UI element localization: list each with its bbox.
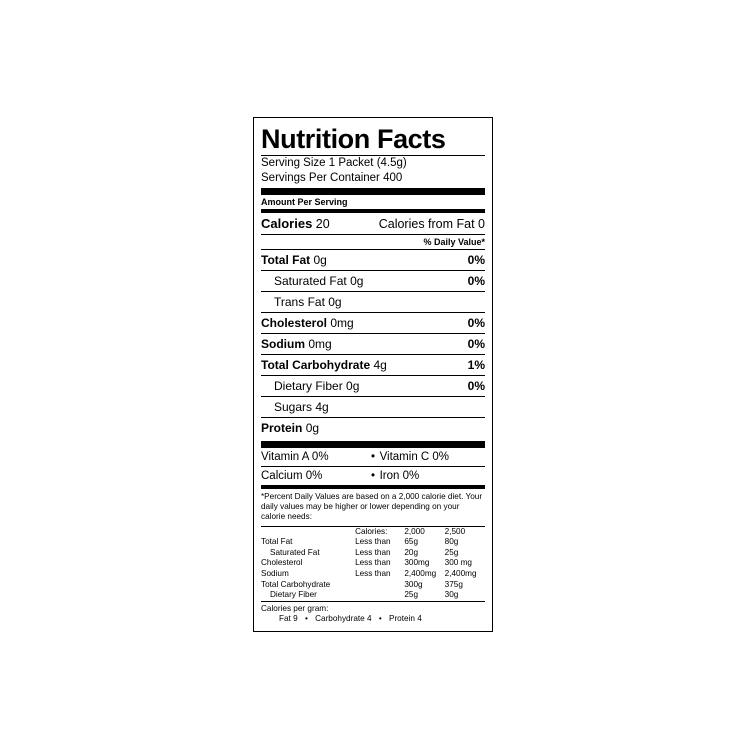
nutrient-amount: 0g <box>350 274 364 288</box>
nutrient-row <box>261 249 485 270</box>
dv-qualifier <box>355 580 404 591</box>
bullet-icon: • <box>370 451 375 463</box>
dv-name: Saturated Fat <box>270 547 320 557</box>
calories-per-gram-values <box>261 614 485 625</box>
table-header-row <box>261 526 485 537</box>
nutrient-name: Protein <box>261 421 303 435</box>
dv-name: Cholesterol <box>261 558 303 568</box>
nutrient-dv: 0% <box>467 274 485 288</box>
calories-left <box>261 216 330 231</box>
nutrient-name-group <box>261 337 332 351</box>
dv-name: Total Carbohydrate <box>261 579 331 589</box>
nutrient-name-group <box>261 274 363 288</box>
dv-header-2500: 2,500 <box>444 526 466 536</box>
nutrient-dv: 0% <box>467 253 485 267</box>
dv-header-2000: 2,000 <box>404 526 425 536</box>
calories-value: 20 <box>315 217 330 231</box>
dv-2500: 25g <box>444 547 459 557</box>
nutrient-amount: 0g <box>313 253 327 267</box>
label-title: Nutrition Facts <box>261 124 446 154</box>
nutrient-row <box>261 291 485 312</box>
table-row <box>261 580 485 591</box>
nutrient-row <box>261 375 485 396</box>
nutrient-dv: 1% <box>467 358 485 372</box>
dv-2000: 65g <box>404 537 419 547</box>
dv-2500: 375g <box>444 579 463 589</box>
thick-divider-1 <box>261 188 485 195</box>
calories-per-gram-label: Calories per gram: <box>261 603 329 613</box>
cpg-carb: Carbohydrate 4 <box>315 614 372 624</box>
nutrient-name-group <box>261 295 342 309</box>
nutrient-name: Total Carbohydrate <box>261 358 371 372</box>
nutrient-amount: 0mg <box>330 316 354 330</box>
dv-2500: 30g <box>444 590 459 600</box>
nutrient-name: Total Fat <box>261 253 311 267</box>
calories-from-fat: Calories from Fat 0 <box>378 217 485 231</box>
nutrient-name: Trans Fat <box>274 295 325 309</box>
nutrient-row <box>261 354 485 375</box>
nutrient-name: Sodium <box>261 337 305 351</box>
dv-qualifier: Less than <box>355 537 391 547</box>
dv-2500: 300 mg <box>444 558 472 568</box>
nutrient-name-group <box>261 316 354 330</box>
vitamin-row <box>261 448 485 466</box>
dv-qualifier <box>355 590 404 601</box>
bullet-icon: • <box>304 614 308 624</box>
dv-2000: 2,400mg <box>404 568 437 578</box>
daily-value-footnote: *Percent Daily Values are based on a 2,000 calorie diet. Your daily values may be higher or lower depending on your calorie needs: <box>261 485 485 526</box>
nutrient-amount: 0g <box>346 379 360 393</box>
dv-name: Sodium <box>261 568 289 578</box>
dv-2500: 80g <box>444 537 459 547</box>
nutrient-name: Cholesterol <box>261 316 328 330</box>
dv-2000: 20g <box>404 547 419 557</box>
dv-2000: 300g <box>404 579 423 589</box>
calories-row <box>261 209 485 234</box>
nutrient-name-group <box>261 421 319 435</box>
serving-size: Serving Size 1 Packet (4.5g) <box>261 157 407 169</box>
dv-name: Total Fat <box>261 537 293 547</box>
nutrient-dv: 0% <box>467 316 485 330</box>
calcium: Calcium 0% <box>261 470 323 482</box>
table-row <box>261 548 485 559</box>
dv-header-calories: Calories: <box>355 526 388 536</box>
table-row <box>261 569 485 580</box>
cpg-fat: Fat 9 <box>279 614 298 624</box>
nutrient-row <box>261 270 485 291</box>
nutrient-name: Sugars <box>274 400 313 414</box>
nutrition-facts-label <box>253 117 493 632</box>
nutrient-dv: 0% <box>467 379 485 393</box>
nutrient-name: Dietary Fiber <box>274 379 343 393</box>
nutrient-amount: 0g <box>328 295 342 309</box>
calories-label: Calories <box>261 216 313 231</box>
nutrient-amount: 4g <box>315 400 329 414</box>
dv-2500: 2,400mg <box>444 568 477 578</box>
nutrient-row <box>261 396 485 417</box>
daily-values-table <box>261 526 485 601</box>
table-row <box>261 537 485 548</box>
nutrient-amount: 0mg <box>308 337 332 351</box>
daily-value-header: % Daily Value* <box>261 234 485 249</box>
dv-qualifier: Less than <box>355 558 391 568</box>
nutrient-row <box>261 417 485 438</box>
bullet-icon: • <box>370 470 375 482</box>
thick-divider-2 <box>261 441 485 448</box>
servings-per-container: Servings Per Container 400 <box>261 171 403 184</box>
dv-header-blank <box>261 526 355 537</box>
table-row <box>261 590 485 601</box>
cpg-protein: Protein 4 <box>388 614 422 624</box>
dv-2000: 300mg <box>404 558 430 568</box>
dv-qualifier: Less than <box>355 568 391 578</box>
table-row <box>261 558 485 569</box>
nutrient-name-group <box>261 400 329 414</box>
calories-per-gram <box>261 601 485 626</box>
iron: Iron 0% <box>379 470 420 482</box>
nutrient-name-group <box>261 253 327 267</box>
nutrient-name-group <box>261 358 387 372</box>
vitamin-a: Vitamin A 0% <box>261 451 329 463</box>
nutrient-name-group <box>261 379 359 393</box>
nutrient-amount: 0g <box>305 421 320 435</box>
nutrient-row <box>261 333 485 354</box>
nutrient-row <box>261 312 485 333</box>
dv-qualifier: Less than <box>355 547 391 557</box>
nutrient-dv: 0% <box>467 337 485 351</box>
dv-name: Dietary Fiber <box>270 590 317 600</box>
vitamin-c: Vitamin C 0% <box>379 451 450 463</box>
nutrient-name: Saturated Fat <box>274 274 347 288</box>
dv-2000: 25g <box>404 590 419 600</box>
bullet-icon: • <box>378 614 382 624</box>
amount-per-serving: Amount Per Serving <box>261 197 348 207</box>
nutrient-amount: 4g <box>373 358 387 372</box>
vitamin-row <box>261 466 485 485</box>
